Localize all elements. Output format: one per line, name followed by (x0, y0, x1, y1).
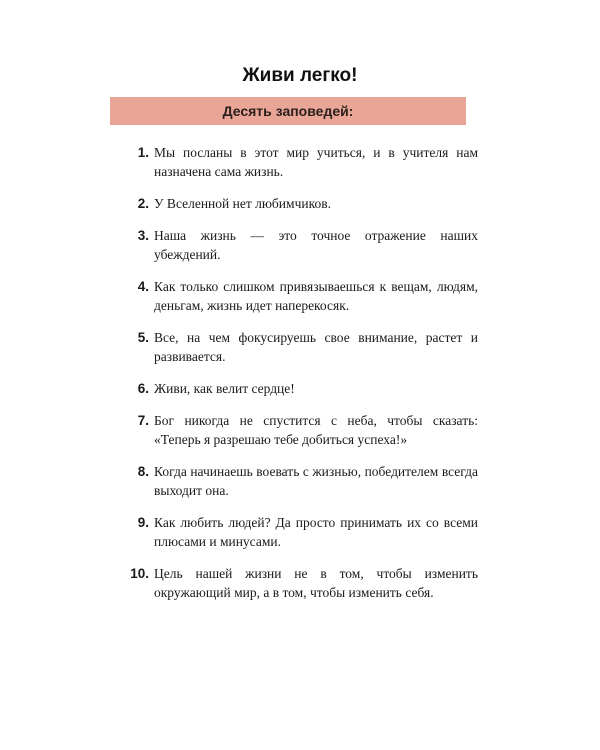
page-title: Живи легко! (242, 65, 358, 86)
list-item (118, 564, 478, 602)
item-text: Наша жизнь — это точное отражение наших убеждений. (154, 228, 478, 262)
section-banner (110, 97, 466, 125)
item-number: 5. (137, 330, 149, 345)
item-number: 4. (137, 279, 149, 294)
item-number: 10. (130, 566, 149, 581)
list-item (118, 226, 478, 264)
list-item (118, 194, 478, 213)
item-number: 2. (137, 196, 149, 211)
item-number: 1. (137, 145, 149, 160)
item-text: Как только слишком привязываешься к вещам, людям, деньгам, жизнь идет наперекосяк. (154, 279, 478, 313)
list-item (118, 513, 478, 551)
list-item (118, 379, 478, 398)
item-number: 6. (137, 381, 149, 396)
item-number: 8. (137, 464, 149, 479)
list-item (118, 277, 478, 315)
list-item (118, 328, 478, 366)
list-item (118, 411, 478, 449)
item-text: Все, на чем фокусируешь свое внимание, растет и развивается. (154, 330, 478, 364)
item-text: У Вселенной нет любимчиков. (154, 196, 331, 211)
section-banner-label: Десять заповедей: (222, 103, 354, 119)
item-text: Как любить людей? Да просто принимать их со всеми плюсами и минусами. (154, 515, 478, 549)
list-item (118, 143, 478, 181)
item-text: Цель нашей жизни не в том, чтобы изменить окружающий мир, а в том, чтобы изменить себя. (154, 566, 478, 600)
item-text: Мы посланы в этот мир учиться, и в учителя нам назначена сама жизнь. (154, 145, 478, 179)
item-text: Бог никогда не спустится с неба, чтобы сказать: «Теперь я разрешаю тебе добиться успеха!» (154, 413, 478, 447)
item-number: 3. (137, 228, 149, 243)
item-number: 7. (137, 413, 149, 428)
list-item (118, 462, 478, 500)
item-text: Когда начинаешь воевать с жизнью, победителем всегда выходит она. (154, 464, 478, 498)
commandments-list (118, 143, 478, 615)
item-text: Живи, как велит сердце! (154, 381, 295, 396)
item-number: 9. (137, 515, 149, 530)
